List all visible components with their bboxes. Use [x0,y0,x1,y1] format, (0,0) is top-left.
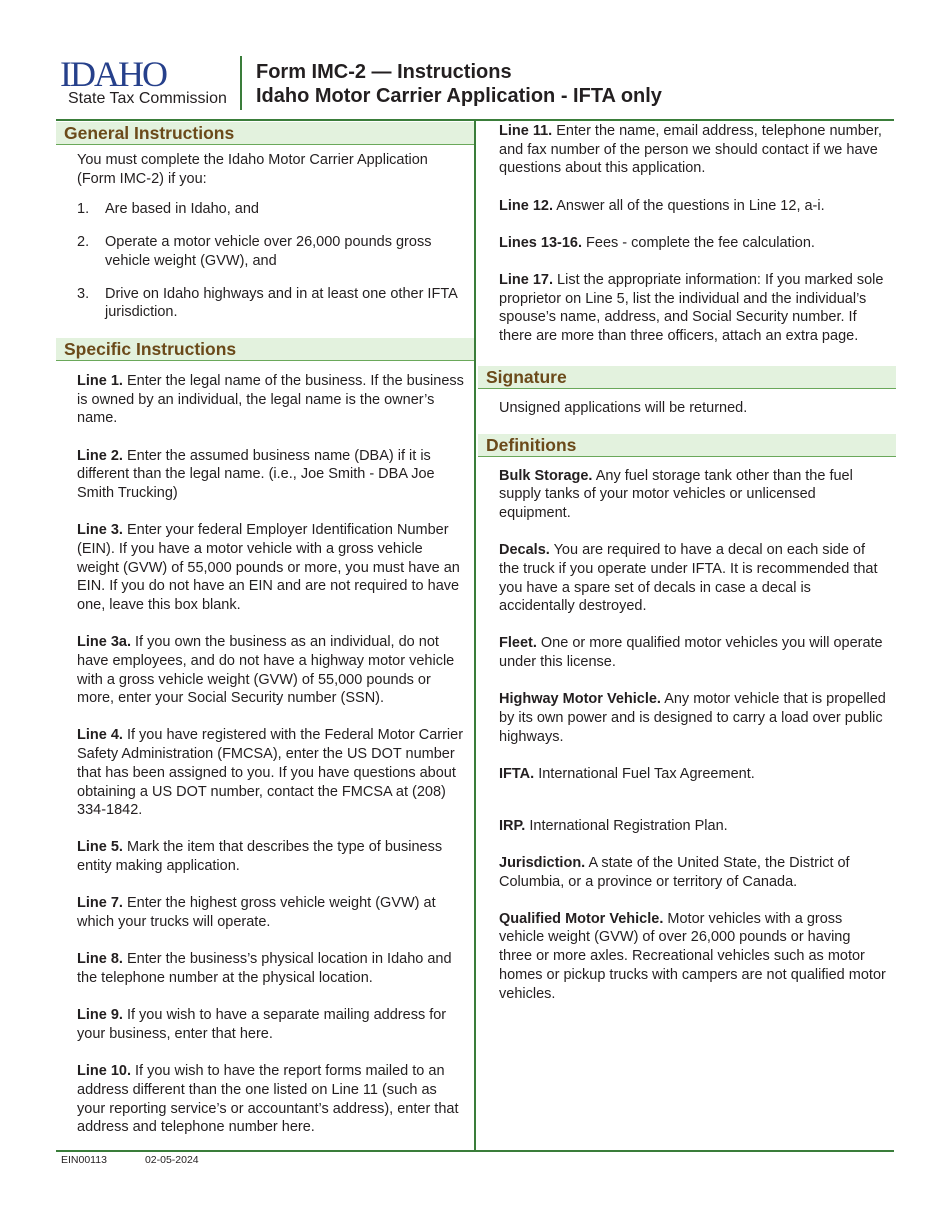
header-divider [240,56,242,110]
general-instructions-body [56,145,474,322]
form-title [256,60,662,108]
definition-decals: Decals. You are required to have a decal on each side of the truck if you operate under IFTA. It is recommended that you have a spare set of decals in case a decal is accidentally destroyed. [499,542,878,615]
line-4-instruction: Line 4. If you have registered with the Federal Motor Carrier Safety Administration (FMCSA), enter the US DOT number that has been assigned to you. If you have questions about obtaining a US DOT number, contact the FMCSA at (208) 334-1842. [77,727,464,819]
column-divider [474,120,476,1151]
line-3a-instruction: Line 3a. If you own the business as an individual, do not have employees, and do not have a highway motor vehicle with a gross vehicle weight (GVW) of 55,000 pounds or more, enter your Social Security number (SSN). [77,634,455,707]
definitions-body [478,457,896,1004]
definition-qualified-motor-vehicle: Qualified Motor Vehicle. Motor vehicles with a gross vehicle weight (GVW) of over 26,000 pounds or having three or more axles. Recreational vehicles such as motor homes or pickup trucks with campers are not qualified motor vehicles. [499,910,886,1002]
page-footer [61,1154,237,1166]
logo-subtitle: State Tax Commission [68,90,227,107]
list-item: 2. Operate a motor vehicle over 26,000 pounds gross vehicle weight (GVW), and [77,234,432,269]
right-column [478,122,896,1022]
definition-highway-motor-vehicle: Highway Motor Vehicle. Any motor vehicle that is propelled by its own power and is designed to carry a load over public highways. [499,691,886,745]
line-1-instruction: Line 1. Enter the legal name of the business. If the business is owned by an individual, the legal name is the owner’s name. [77,372,464,427]
definition-jurisdiction: Jurisdiction. A state of the United State, the District of Columbia, or a province or territory of Canada. [499,854,850,890]
line-11-instruction: Line 11. Enter the name, email address, telephone number, and fax number of the person we should contact if we have questions about this application. [499,123,882,177]
signature-heading: Signature [478,366,896,389]
line-3-instruction: Line 3. Enter your federal Employer Identification Number (EIN). If you have a motor vehicle with a gross vehicle weight (GVW) of 55,000 pounds or more, you must have an EIN. If you do not have an EIN and are not required to have one, leave this box blank. [77,522,460,613]
definitions-heading: Definitions [478,434,896,457]
general-intro: You must complete the Idaho Motor Carrier Application (Form IMC-2) if you: [77,152,428,187]
list-item: 1. Are based in Idaho, and [77,201,259,218]
signature-body [478,389,896,418]
specific-instructions-continued [478,122,896,346]
logo-wordmark: IDAHO [60,54,166,94]
definition-bulk-storage: Bulk Storage. Any fuel storage tank other than the fuel supply tanks of your motor vehicles or unlicensed equipment. [499,467,853,521]
specific-instructions-body [56,361,474,1137]
specific-instructions-heading: Specific Instructions [56,338,474,361]
line-10-instruction: Line 10. If you wish to have the report forms mailed to an address different than the one listed on Line 11 (such as your reporting service’s or accountant’s address), enter that address and telephone number here. [77,1063,459,1136]
left-column [56,122,474,1155]
form-code: EIN00113 [61,1154,107,1166]
definition-irp: IRP. International Registration Plan. [499,817,728,834]
general-list [77,200,464,322]
line-9-instruction: Line 9. If you wish to have a separate mailing address for your business, enter that here. [77,1007,447,1042]
line-8-instruction: Line 8. Enter the business’s physical location in Idaho and the telephone number at the physical location. [77,951,452,986]
form-title-line1: Form IMC-2 — Instructions [256,61,512,83]
list-item: 3. Drive on Idaho highways and in at least one other IFTA jurisdiction. [77,285,457,321]
revision-date: 02-05-2024 [144,1154,199,1166]
line-7-instruction: Line 7. Enter the highest gross vehicle weight (GVW) at which your trucks will operate. [77,895,436,931]
page-header [58,56,898,112]
signature-text: Unsigned applications will be returned. [499,399,748,416]
line-5-instruction: Line 5. Mark the item that describes the type of business entity making application. [77,839,443,875]
line-12-instruction: Line 12. Answer all of the questions in Line 12, a-i. [499,197,825,214]
line-2-instruction: Line 2. Enter the assumed business name (DBA) if it is different than the legal name. (i.e., Joe Smith - DBA Joe Smith Trucking) [77,447,435,501]
form-title-line2: Idaho Motor Carrier Application - IFTA only [256,85,662,107]
definition-fleet: Fleet. One or more qualified motor vehicles you will operate under this license. [499,635,883,671]
line-17-instruction: Line 17. List the appropriate information: If you marked sole proprietor on Line 5, list the individual and the individual’s spouse’s name, address, and Social Security number. If there are more than three officers, attach an extra page. [499,272,884,345]
lines-13-16-instruction: Lines 13-16. Fees - complete the fee calculation. [499,234,815,251]
general-instructions-heading: General Instructions [56,122,474,145]
idaho-state-tax-commission-logo [60,56,236,112]
definition-ifta: IFTA. International Fuel Tax Agreement. [499,765,755,782]
